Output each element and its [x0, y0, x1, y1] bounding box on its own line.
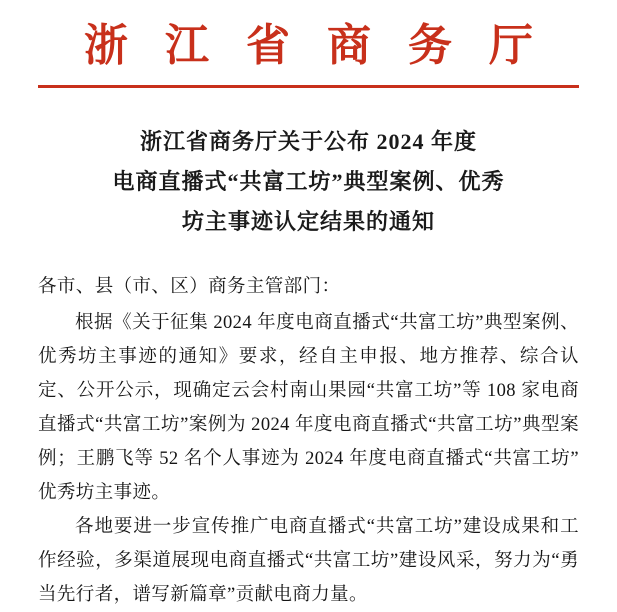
document-title-line-3: 坊主事迹认定结果的通知: [181, 209, 435, 234]
letterhead: [38, 0, 579, 88]
body-paragraph-1: 根据《关于征集 2024 年度电商直播式“共富工坊”典型案例、优秀坊主事迹的通知》要求，经自主申报、地方推荐、综合认定、公开公示，现确定云会村南山果园“共富工坊”等 108 家电商直播式“共富工坊”案例为 2024 年度电商直播式“共富工坊”典型案例；王鹏飞等 52 名个人事迹为 2024 年度电商直播式“共富工坊”优秀坊主事迹。: [38, 313, 579, 503]
issuing-agency-title: 浙 江 省 商 务 厅: [84, 21, 546, 70]
document-title: [38, 122, 579, 242]
document-title-line-1: 浙江省商务厅关于公布 2024 年度: [139, 129, 477, 154]
body-paragraph-2: 各地要进一步宣传推广电商直播式“共富工坊”建设成果和工作经验，多渠道展现电商直播式“共富工坊”建设风采，努力为“勇当先行者，谱写新篇章”贡献电商力量。: [38, 517, 579, 605]
salutation: 各市、县（市、区）商务主管部门：: [38, 277, 341, 297]
letterhead-divider: [38, 85, 579, 88]
document-title-line-2: 电商直播式“共富工坊”典型案例、优秀: [112, 169, 505, 194]
document-body: [38, 270, 579, 612]
